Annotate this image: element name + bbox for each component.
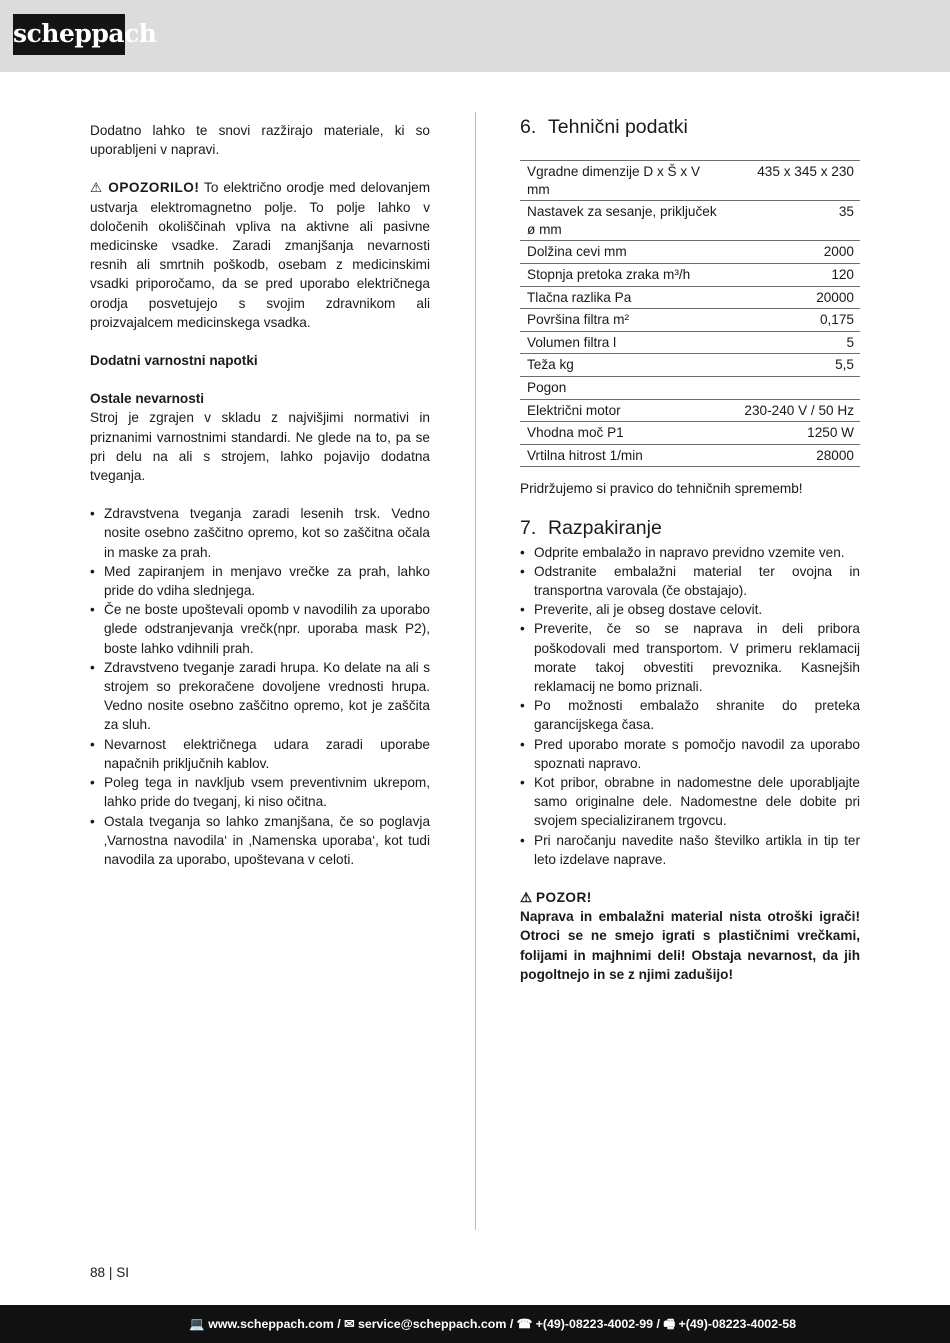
phone-icon: ☎: [516, 1317, 533, 1331]
unpacking-list: [520, 543, 860, 869]
list-item: • Zdravstveno tveganje zaradi hrupa. Ko delate na ali s strojem so prekoračene dovoljene vrednosti hrupa. Vedno nosite osebno zaščitno opremo, kot je zaščita za sluh.: [90, 658, 430, 735]
tech-data-table: [520, 160, 860, 467]
list-item: • Pred uporabo morate s pomočjo navodil za uporabo spoznati napravo.: [520, 735, 860, 773]
table-row: Dolžina cevi mm 2000: [520, 241, 860, 264]
table-row: Površina filtra m² 0,175: [520, 309, 860, 332]
list-item: • Ostala tveganja so lahko zmanjšana, če so poglavja ‚Varnostna navodila‘ in ‚Namenska uporaba‘, kot tudi navodila za uporabo, upoštevana v celoti.: [90, 812, 430, 870]
hazard-list: [90, 504, 430, 869]
list-item: • Pri naročanju navedite našo številko artikla in tip ter leto izdelave naprave.: [520, 831, 860, 869]
list-item: • Če ne boste upoštevali opomb v navodilih za uporabo glede odstranjevanja vrečk(npr. uporaba mask P2), boste lahko vdihnili prah.: [90, 600, 430, 658]
table-row: Stopnja pretoka zraka m³/h 120: [520, 263, 860, 286]
table-row: Vrtilna hitrost 1/min 28000: [520, 444, 860, 467]
warning-triangle-icon: ⚠: [90, 180, 104, 196]
list-item: • Odprite embalažo in napravo previdno vzemite ven.: [520, 543, 860, 562]
fax-icon: 🖷: [663, 1317, 676, 1331]
email-icon: ✉: [344, 1317, 355, 1331]
warning-label: OPOZORILO!: [108, 180, 200, 196]
unpacking-heading: 7. Razpakiranje: [520, 516, 662, 539]
section-title: Dodatni varnostni napotki: [90, 353, 258, 369]
list-item: • Po možnosti embalažo shranite do preteka garancijskega časa.: [520, 696, 860, 734]
table-row: Teža kg 5,5: [520, 354, 860, 377]
table-row: Električni motor 230-240 V / 50 Hz: [520, 399, 860, 422]
list-item: • Kot pribor, obrabne in nadomestne dele uporabljajte samo originalne dele. Nadomestne dele dobite pri svojem specializiranem trgovcu.: [520, 773, 860, 831]
list-item: • Nevarnost električnega udara zaradi uporabe napačnih priključnih kablov.: [90, 735, 430, 773]
page-number: 88 | SI: [90, 1265, 130, 1280]
table-row: Pogon: [520, 376, 860, 399]
warning-text: Naprava in embalažni material nista otroški igrači! Otroci se ne smejo igrati s plastičnimi vrečkami, folijami in majhnimi deli! Obstaja nevarnost, da jih pogoltnejo in se z njimi zadušijo!: [520, 909, 860, 982]
table-row: Volumen filtra l 5: [520, 331, 860, 354]
list-item: • Poleg tega in navkljub vsem preventivnim ukrepom, lahko pride do tveganj, ki niso očitna.: [90, 773, 430, 811]
list-item: • Odstranite embalažni material ter ovojna in transportna varovala (če obstajajo).: [520, 562, 860, 600]
table-row: Vhodna moč P1 1250 W: [520, 422, 860, 445]
warning-label: POZOR!: [535, 889, 592, 905]
footer-bar: 💻 www.scheppach.com / ✉ service@scheppach.com / ☎ +(49)-08223-4002-99 / 🖷 +(49)-08223-4002-58: [0, 1305, 950, 1343]
tech-data-heading: 6. Tehnični podatki: [520, 116, 688, 138]
list-item: • Preverite, če so se naprava in deli pribora poškodovali med transportom. V primeru reklamacij morate takoj obvestiti prevoznika. Kasnejših reklamacij ne bomo priznali.: [520, 619, 860, 696]
subsection-title: Ostale nevarnosti: [90, 391, 205, 407]
child-warning: [520, 888, 860, 984]
header-bar: [0, 0, 950, 72]
subsection-text: Stroj je zgrajen v skladu z najvišjimi normativi in priznanimi varnostnimi standardi. Ne glede na to, pa se pri delu na ali s strojem, lahko pojavijo dodatna tveganja.: [90, 410, 430, 484]
scheppach-logo: scheppach: [13, 14, 125, 55]
table-row: Tlačna razlika Pa 20000: [520, 286, 860, 309]
right-column: [520, 112, 860, 984]
computer-icon: 💻: [189, 1317, 205, 1331]
list-item: • Preverite, ali je obseg dostave celovit.: [520, 600, 860, 619]
footer-fax: +(49)-08223-4002-58: [678, 1317, 796, 1331]
intro-paragraph: Dodatno lahko te snovi razžirajo materiale, ki so uporabljeni v napravi.: [90, 123, 430, 158]
warning-triangle-icon: ⚠: [520, 889, 533, 905]
warning-paragraph: [90, 178, 430, 332]
warning-text: To električno orodje med delovanjem ustvarja elektromagnetno polje. To polje lahko v določenih okoliščinah vpliva na aktivne ali pasivne medicinske vsadke. Zaradi zmanjšanja nevarnosti resnih ali smrtnih poškodb, osebam z medicinskimi vsadki priporočamo, da se pred uporabo električnega orodja posvetujejo s svojim zdravnikom ali proizvajalcem medicinskega vsadka.: [90, 180, 431, 330]
table-row: Nastavek za sesanje, priključek ø mm 35: [520, 201, 860, 241]
left-column: [90, 121, 430, 869]
footer-phone: +(49)-08223-4002-99: [535, 1317, 654, 1331]
footer-website: www.scheppach.com: [208, 1317, 334, 1331]
table-row: Vgradne dimenzije D x Š x V mm 435 x 345 x 230: [520, 161, 860, 201]
tech-note: Pridržujemo si pravico do tehničnih sprememb!: [520, 481, 803, 497]
list-item: • Zdravstvena tveganja zaradi lesenih trsk. Vedno nosite osebno zaščitno opremo, kot so zaščitna očala in maske za prah.: [90, 504, 430, 562]
list-item: • Med zapiranjem in menjavo vrečke za prah, lahko pride do vdiha slednjega.: [90, 562, 430, 600]
footer-email: service@scheppach.com: [357, 1317, 507, 1331]
column-divider: [475, 112, 476, 1230]
